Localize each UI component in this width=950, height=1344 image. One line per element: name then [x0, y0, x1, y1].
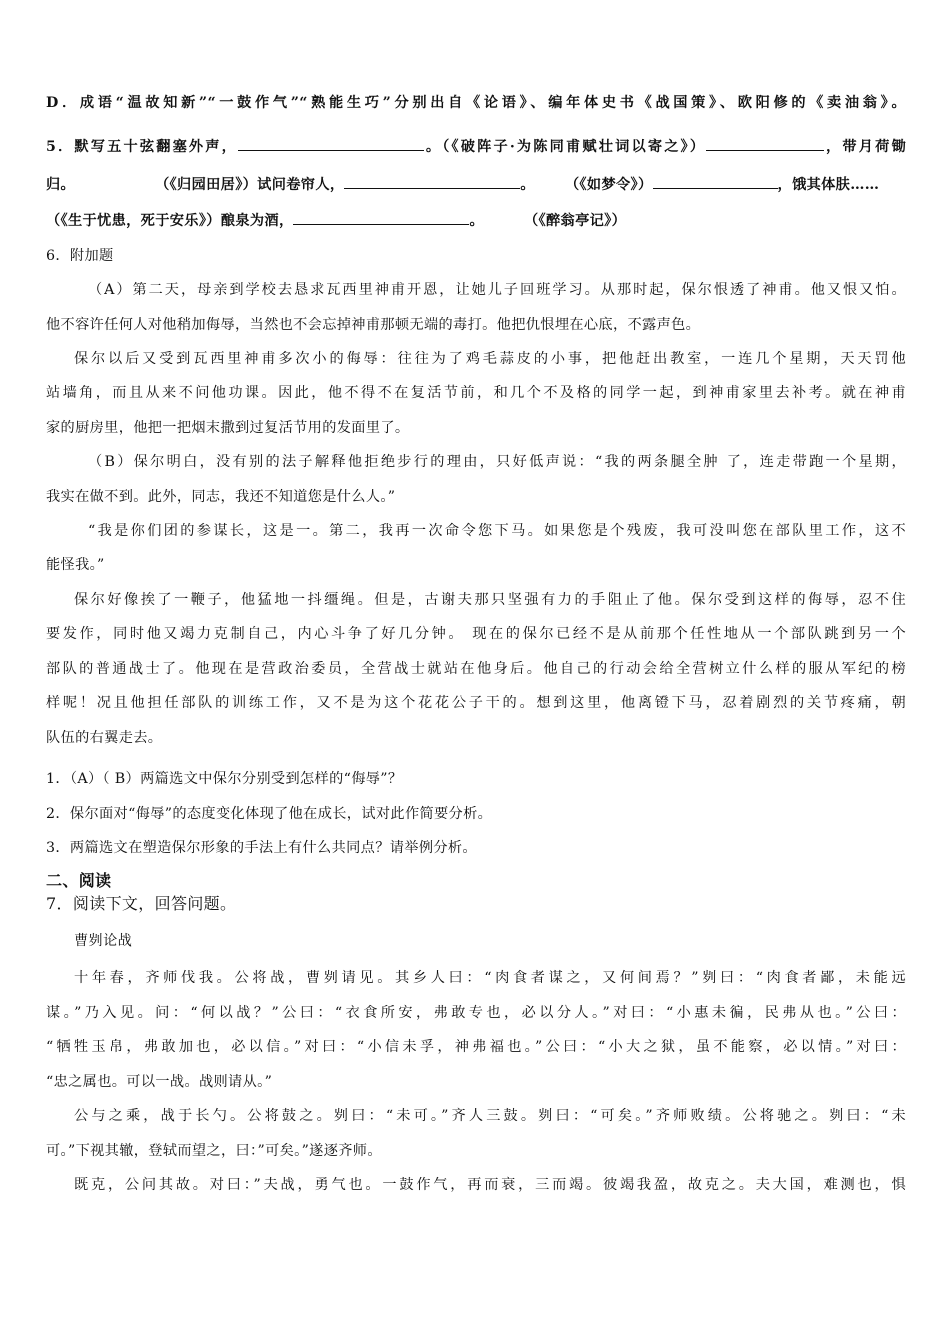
q6-para-line: 站墙角，而且从来不问他功课。因此，他不得不在复活节前，和几个不及格的同学一起，到神甫家里去补考。就在神甫: [46, 385, 906, 401]
q5-text: （《生于忧患，死于安乐》）酿泉为酒，: [46, 213, 294, 229]
q6-para-line: “我是你们团的参谋长，这是一。第二，我再一次命令您下马。如果您是个残废，我可没叫您在部队里工作，这不: [88, 523, 906, 539]
q5-text: 5．默写五十弦翻塞外声，: [46, 139, 239, 155]
q7-text-line: 公与之乘，战于长勺。公将鼓之。刿曰：“未可。”齐人三鼓。刿曰：“可矣。”齐师败绩。公将驰之。刿曰：“未: [74, 1108, 906, 1124]
q5-text: 。（《破阵子·为陈同甫赋壮词以寄之》）: [424, 139, 707, 155]
answer-blank[interactable]: [238, 135, 424, 151]
q5-text: ，饿其体肤……: [777, 177, 880, 193]
q6-para-line: 部队的普通战士了。他现在是营政治委员，全营战士就站在他身后。他自己的行动会给全营树立什么样的服从军纪的榜: [46, 661, 906, 677]
answer-blank[interactable]: [344, 173, 520, 189]
q5-text: 。: [469, 213, 485, 229]
q7-title: 7．阅读下文，回答问题。: [46, 894, 237, 913]
q5-text: （《归园田居》）试问卷帘人，: [155, 177, 345, 193]
q7-text-line: 十年春，齐师伐我。公将战，曹刿请见。其乡人曰：“肉食者谋之，又何间焉？”刿曰：“肉食者鄙，未能远: [74, 970, 906, 986]
q7-text-line: 谋。”乃入见。问：“何以战？”公曰：“衣食所安，弗敢专也，必以分人。”对曰：“小惠未徧，民弗从也。”公曰：: [46, 1005, 906, 1021]
answer-blank[interactable]: [293, 209, 469, 225]
q6-para-line: 能怪我。”: [46, 557, 105, 573]
q6-para-line: （A）第二天，母亲到学校去恳求瓦西里神甫开恩，让她儿子回班学习。从那时起，保尔恨透了神甫。他又恨又怕。: [88, 282, 906, 298]
q4-option-d-label: D．: [46, 95, 80, 111]
answer-blank[interactable]: [653, 173, 778, 189]
q5-line-1: [46, 135, 906, 158]
q4-option-d: [46, 92, 906, 114]
q6-title: 6．附加题: [46, 248, 114, 264]
section-title: 二、阅读: [46, 871, 112, 890]
q6-para-line: 样呢！况且他担任部队的训练工作，又不是为这个花花公子干的。想到这里，他离镫下马，忍着剧烈的关节疼痛，朝: [46, 695, 906, 711]
q7-text-line: 既克，公问其故。对曰：”夫战，勇气也。一鼓作气，再而衰，三而竭。彼竭我盈，故克之。夫大国，难测也，惧: [74, 1177, 906, 1193]
q6-question-2: 2．保尔面对“侮辱”的态度变化体现了他在成长，试对此作简要分析。: [46, 806, 493, 822]
q5-line-2: [46, 173, 906, 196]
q6-para-line: 我实在做不到。此外，同志，我还不知道您是什么人。”: [46, 489, 396, 505]
q6-para-line: 要发作，同时他又竭力克制自己，内心斗争了好几分钟。 现在的保尔已经不是从前那个任性地从一个部队跳到另一个: [46, 626, 906, 642]
q7-text-line: “牺牲玉帛，弗敢加也，必以信。”对曰：“小信未孚，神弗福也。”公曰：“小大之狱，虽不能察，必以情。”对曰：: [46, 1039, 906, 1055]
q5-text: （《如梦令》）: [564, 177, 653, 193]
q7-text-line: “忠之属也。可以一战。战则请从。”: [46, 1074, 273, 1090]
q7-text-line: 可。”下视其辙，登轼而望之，曰：”可矣。”遂逐齐师。: [46, 1143, 382, 1159]
q5-text: （《醉翁亭记》）: [524, 213, 627, 229]
q6-para-line: 他不容许任何人对他稍加侮辱，当然也不会忘掉神甫那顿无端的毒打。他把仇恨埋在心底，不露声色。: [46, 317, 701, 333]
q7-heading: 曹刿论战: [74, 933, 133, 949]
q6-para-line: （B）保尔明白，没有别的法子解释他拒绝步行的理由，只好低声说：“我的两条腿全肿 了，连走带跑一个星期，: [88, 454, 906, 470]
q6-para-line: 家的厨房里，他把一把烟末撒到过复活节用的发面里了。: [46, 420, 410, 436]
q4-option-d-text: 成语“温故知新”“一鼓作气”“熟能生巧”分别出自《论语》、编年体史书《战国策》、欧阳修的《卖油翁》。: [79, 95, 906, 111]
answer-blank[interactable]: [706, 135, 824, 151]
q6-para-line: 队伍的右翼走去。: [46, 730, 163, 746]
q6-question-1: 1．（A）（ B）两篇选文中保尔分别受到怎样的“侮辱”？: [46, 771, 403, 787]
q6-para-line: 保尔以后又受到瓦西里神甫多次小的侮辱：往往为了鸡毛蒜皮的小事，把他赶出教室，一连几个星期，天天罚他: [74, 351, 906, 367]
q6-question-3: 3．两篇选文在塑造保尔形象的手法上有什么共同点？请举例分析。: [46, 840, 477, 856]
q5-text: ，带月荷锄: [824, 139, 906, 155]
q5-text: 。: [520, 177, 535, 193]
q5-line-3: [46, 209, 906, 232]
q6-para-line: 保尔好像挨了一鞭子，他猛地一抖缰绳。但是，古谢夫那只坚强有力的手阻止了他。保尔受到这样的侮辱，忍不住: [74, 592, 906, 608]
q5-text: 归。: [46, 177, 76, 193]
